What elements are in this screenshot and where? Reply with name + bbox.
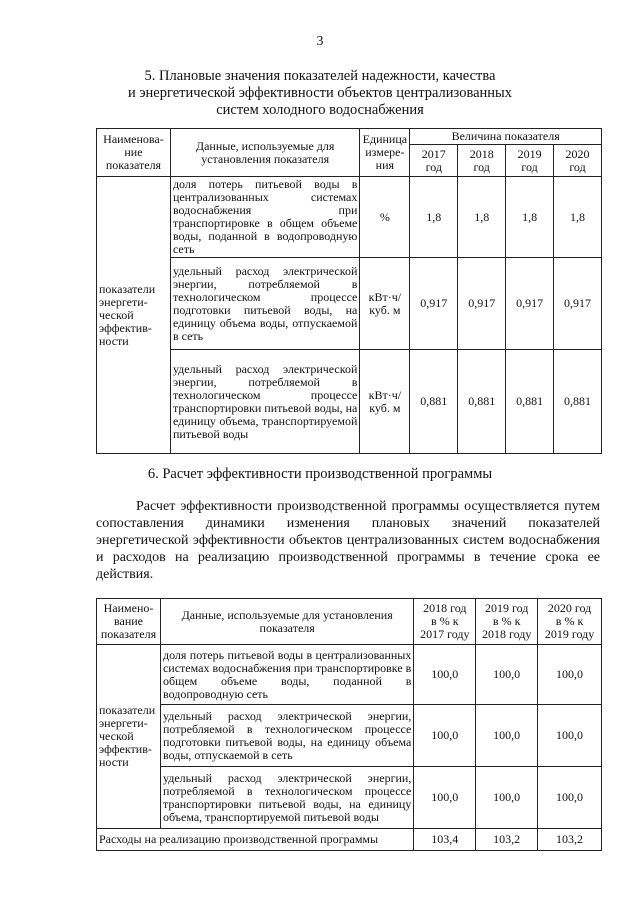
row-description: удельный расход электрической энергии, потребляемой в технологическом процессе транспортировки питьевой воды, на единицу объема, транспортируемой питьевой воды (170, 350, 359, 454)
section5-title-line: 5. Плановые значения показателей надежности, качества (144, 68, 496, 84)
row-description: удельный расход электрической энергии, потребляемой в технологическом процессе подготовки питьевой воды, на единицу объема воды, отпускаемой в сеть (160, 705, 413, 767)
header-indicator-name: Наименова-ние показателя (97, 129, 171, 177)
header-year-comparison (414, 599, 476, 645)
row-value: 0,917 (554, 258, 602, 350)
header-line: 2018 год (423, 601, 467, 615)
table-row (97, 177, 602, 258)
header-line: в % к (431, 614, 459, 628)
header-line: 2017 году (420, 627, 470, 641)
total-value: 103,2 (538, 829, 602, 851)
header-line: в % к (492, 614, 521, 628)
reliability-indicators-table (96, 128, 602, 454)
section5-title (60, 68, 580, 119)
row-value: 0,917 (410, 258, 458, 350)
row-value: 100,0 (414, 767, 476, 829)
page-number: 3 (316, 34, 324, 49)
table-row (97, 645, 602, 705)
header-line: 2019 год (484, 601, 529, 615)
total-value: 103,4 (414, 829, 476, 851)
row-value: 0,917 (506, 258, 554, 350)
row-value: 1,8 (458, 177, 506, 258)
header-year: 2020 год (554, 145, 602, 177)
row-value: 0,881 (506, 350, 554, 454)
row-unit: кВт·ч/ куб. м (360, 350, 410, 454)
table-row (97, 350, 602, 454)
row-value: 100,0 (414, 705, 476, 767)
row-value: 100,0 (476, 705, 538, 767)
header-line: 2020 год (547, 601, 592, 615)
header-year: 2018 год (458, 145, 506, 177)
section6-paragraph (96, 498, 600, 583)
row-description: доля потерь питьевой воды в централизованных системах водоснабжения при транспортировке в общем объеме воды, поданной в водопроводную сеть (170, 177, 359, 258)
row-description: удельный расход электрической энергии, потребляемой в технологическом процессе подготовки питьевой воды, на единицу объема воды, отпускаемой в сеть (170, 258, 359, 350)
header-year: 2017 год (410, 145, 458, 177)
header-data: Данные, используемые для установления показателя (160, 599, 413, 645)
paragraph-text: Расчет эффективности производственной программы осуществляется путем сопоставления динамики изменения плановых значений показателей энергетической эффективности объектов централизованных систем водоснабжения и расходов на реализацию производственной программы в течение срока ее действия. (96, 499, 600, 582)
row-value: 100,0 (414, 645, 476, 705)
section6-title-text: 6. Расчет эффективности производственной программы (147, 466, 493, 482)
row-value: 100,0 (476, 645, 538, 705)
row-value: 1,8 (506, 177, 554, 258)
header-line: в % к (555, 614, 584, 628)
row-value: 100,0 (538, 767, 602, 829)
header-year: 2019 год (506, 145, 554, 177)
row-value: 100,0 (538, 705, 602, 767)
header-unit: Единица измере-ния (360, 129, 410, 177)
header-value: Величина показателя (410, 129, 602, 145)
table-row (97, 705, 602, 767)
row-value: 0,881 (458, 350, 506, 454)
header-data: Данные, используемые для установления показателя (170, 129, 359, 177)
row-value: 0,881 (554, 350, 602, 454)
section5-title-line: и энергетической эффективности объектов централизованных (127, 85, 513, 101)
total-value: 103,2 (476, 829, 538, 851)
group-label: показатели энергети-ческой эффектив-ности (97, 645, 161, 829)
total-row (97, 829, 602, 851)
header-indicator-name: Наимено-вание показателя (97, 599, 161, 645)
header-line: 2018 году (481, 627, 532, 641)
row-value: 1,8 (554, 177, 602, 258)
row-description: удельный расход электрической энергии, потребляемой в технологическом процессе транспортировки питьевой воды, на единицу объема, транспортируемой питьевой воды (160, 767, 413, 829)
table-row (97, 767, 602, 829)
row-value: 0,917 (458, 258, 506, 350)
row-value: 0,881 (410, 350, 458, 454)
header-year-comparison (476, 599, 538, 645)
row-value: 100,0 (538, 645, 602, 705)
section5-title-line: систем холодного водоснабжения (216, 102, 424, 118)
row-unit: кВт·ч/ куб. м (360, 258, 410, 350)
row-value: 1,8 (410, 177, 458, 258)
table-row (97, 258, 602, 350)
row-description: доля потерь питьевой воды в централизованных системах водоснабжения при транспортировке в общем объеме воды, поданной в водопроводную сеть (160, 645, 413, 705)
efficiency-calculation-table (96, 598, 602, 851)
header-line: 2019 году (544, 627, 595, 641)
group-label: показатели энергети-ческой эффектив-ности (97, 177, 171, 454)
row-value: 100,0 (476, 767, 538, 829)
header-year-comparison (538, 599, 602, 645)
row-unit: % (360, 177, 410, 258)
section6-title (60, 466, 580, 483)
total-label: Расходы на реализацию производственной программы (97, 829, 414, 851)
